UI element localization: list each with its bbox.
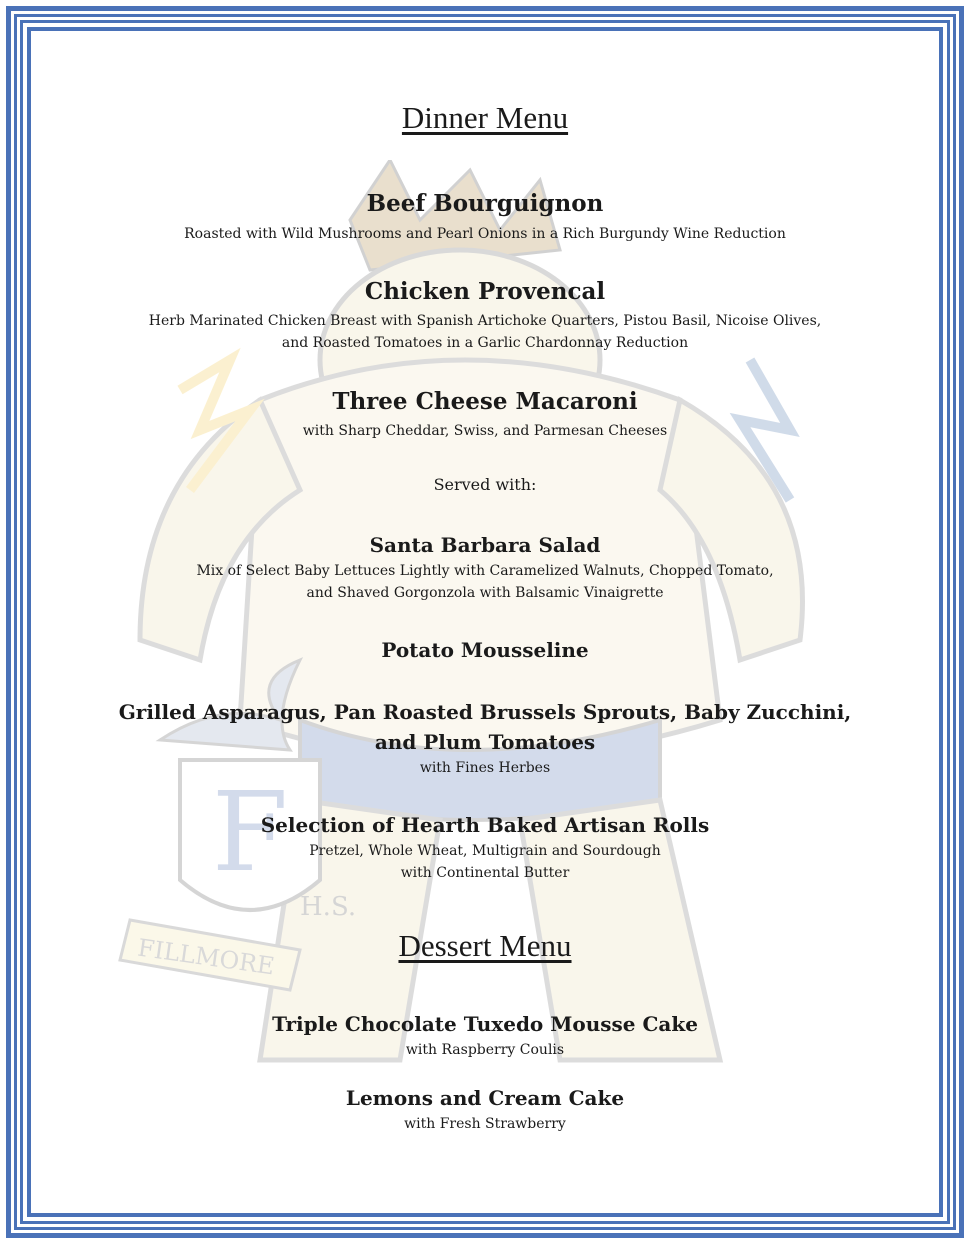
side-name: Grilled Asparagus, Pan Roasted Brussels Sprouts, Baby Zucchini,: [118, 700, 852, 724]
side-description: and Shaved Gorgonzola with Balsamic Vinaigrette: [306, 585, 664, 601]
side-description: Mix of Select Baby Lettuces Lightly with Caramelized Walnuts, Chopped Tomato,: [196, 563, 774, 579]
side-description: with Fines Herbes: [419, 760, 551, 776]
dessert-menu-heading: Dessert Menu: [398, 928, 572, 963]
side-name: Potato Mousseline: [381, 638, 589, 662]
dish-description: with Sharp Cheddar, Swiss, and Parmesan Cheeses: [302, 423, 668, 439]
side-name: and Plum Tomatoes: [374, 730, 596, 754]
dessert-description: with Fresh Strawberry: [404, 1116, 566, 1132]
dessert-name: Lemons and Cream Cake: [345, 1086, 625, 1110]
dessert-description: with Raspberry Coulis: [405, 1042, 565, 1058]
dish-name: Chicken Provencal: [364, 278, 606, 305]
dish-description: Herb Marinated Chicken Breast with Spanish Artichoke Quarters, Pistou Basil, Nicoise Olives,: [148, 313, 822, 329]
crest-letter: F: [211, 768, 289, 896]
dish-description: Roasted with Wild Mushrooms and Pearl Onions in a Rich Burgundy Wine Reduction: [184, 226, 786, 242]
side-description: with Continental Butter: [400, 865, 570, 881]
dish-description: and Roasted Tomatoes in a Garlic Chardonnay Reduction: [281, 335, 689, 351]
side-description: Pretzel, Whole Wheat, Multigrain and Sourdough: [309, 843, 661, 859]
dish-name: Beef Bourguignon: [366, 190, 604, 217]
dinner-menu-heading: Dinner Menu: [401, 100, 569, 135]
side-name: Santa Barbara Salad: [369, 533, 601, 557]
dessert-name: Triple Chocolate Tuxedo Mousse Cake: [272, 1012, 698, 1036]
dish-name: Three Cheese Macaroni: [332, 388, 638, 415]
crest-initials: H.S.: [300, 892, 357, 922]
served-with-label: Served with:: [433, 475, 537, 494]
crest-banner-text: FILLMORE: [135, 933, 277, 981]
side-name: Selection of Hearth Baked Artisan Rolls: [260, 813, 710, 837]
